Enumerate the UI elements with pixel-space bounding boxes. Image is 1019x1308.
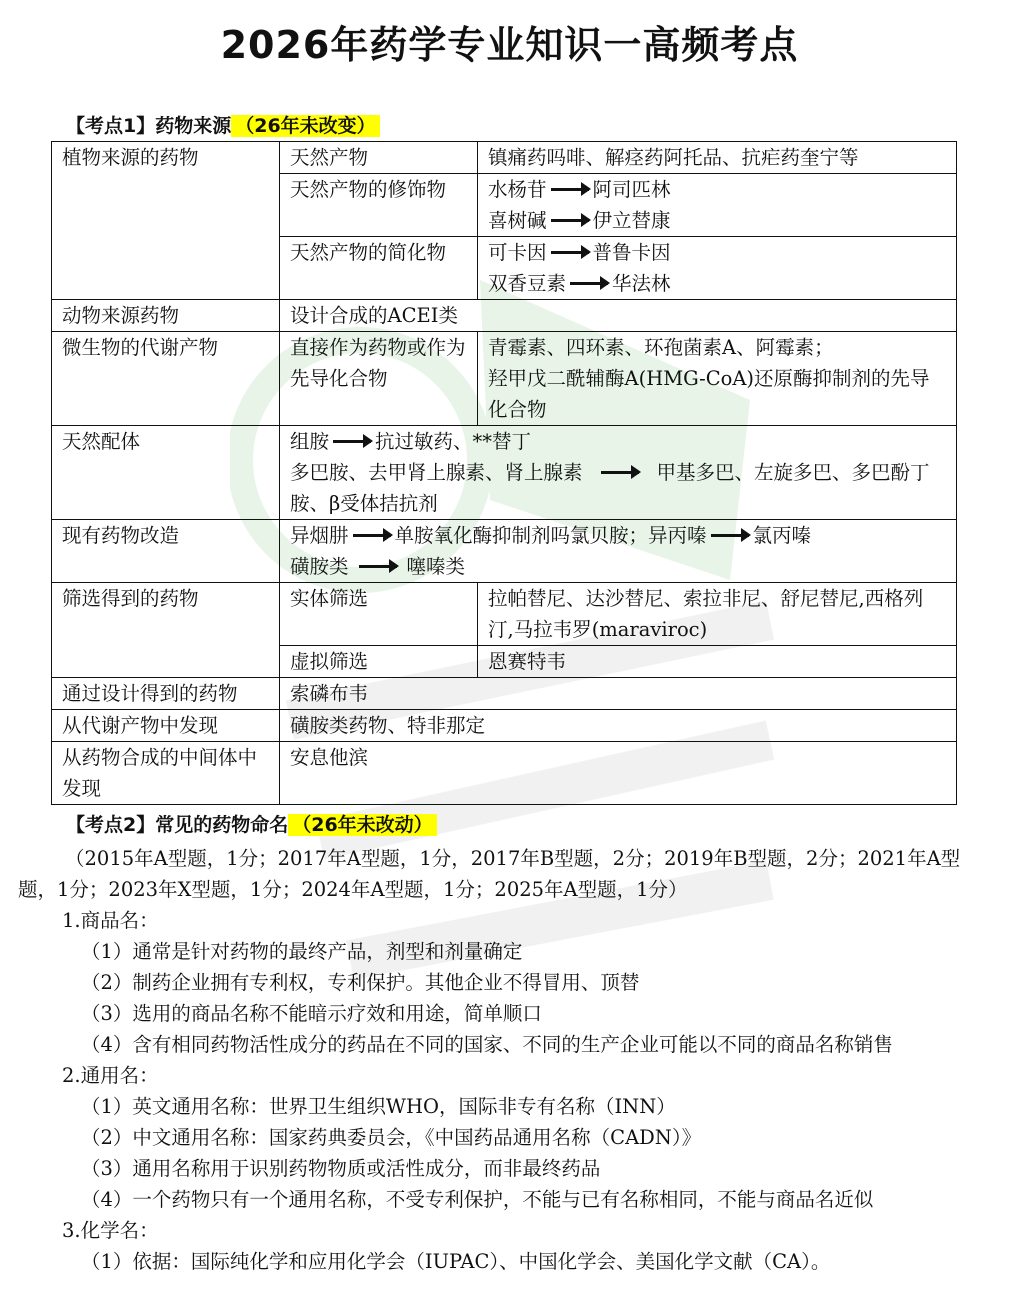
trade-name-heading: 1.商品名： — [62, 909, 159, 932]
category-cell: 天然配体 — [52, 426, 280, 520]
example-cell: 磺胺类药物、特非那定 — [280, 710, 957, 742]
section-1-note: （26年未改变） — [231, 115, 379, 137]
category-cell: 动物来源药物 — [52, 300, 280, 332]
arrow-right-icon — [551, 188, 589, 191]
arrow-right-icon — [551, 219, 589, 222]
arrow-right-icon — [333, 440, 371, 443]
example-cell: 水杨苷 阿司匹林 喜树碱 伊立替康 — [478, 174, 957, 237]
section-2-heading — [66, 811, 437, 839]
page-title: 2026年药学专业知识一高频考点 — [220, 23, 799, 67]
category-cell: 筛选得到的药物 — [52, 583, 280, 678]
table-row — [52, 300, 957, 332]
drug-source-table — [51, 141, 957, 805]
example-cell: 可卡因 普鲁卡因 双香豆素 华法林 — [478, 237, 957, 300]
list-item: （1）通常是针对药物的最终产品，剂型和剂量确定 — [81, 940, 523, 963]
section-1-label: 【考点1】药物来源 — [66, 115, 232, 137]
example-cell: 异烟肼 单胺氧化酶抑制剂吗氯贝胺；异丙嗪 氯丙嗪 磺胺类 噻嗪类 — [280, 520, 957, 583]
example-cell: 镇痛药吗啡、解痉药阿托品、抗疟药奎宁等 — [478, 142, 957, 174]
naming-content — [18, 843, 993, 1277]
table-row — [52, 332, 957, 426]
arrow-right-icon — [601, 471, 639, 474]
example-cell: 索磷布韦 — [280, 678, 957, 710]
generic-name-heading: 2.通用名： — [62, 1064, 159, 1087]
section-1-heading — [66, 112, 380, 140]
table-row — [52, 426, 957, 520]
category-cell: 现有药物改造 — [52, 520, 280, 583]
arrow-right-icon — [353, 534, 391, 537]
table-row — [52, 678, 957, 710]
exam-frequency-note: （2015年A型题，1分；2017年A型题，1分，2017年B型题，2分；2019年B型题，2分；2021年A型题，1分；2023年X型题，1分；2024年A型题，1分；2025年A型题，1分） — [18, 847, 961, 901]
arrow-right-icon — [359, 565, 397, 568]
subcategory-cell: 天然产物的修饰物 — [280, 174, 478, 237]
table-row — [52, 142, 957, 174]
subcategory-cell: 天然产物的简化物 — [280, 237, 478, 300]
list-item: （1）英文通用名称：世界卫生组织WHO，国际非专有名称（INN） — [81, 1095, 676, 1118]
subcategory-cell: 虚拟筛选 — [280, 646, 478, 678]
arrow-right-icon — [711, 534, 749, 537]
subcategory-cell: 天然产物 — [280, 142, 478, 174]
list-item: （4）含有相同药物活性成分的药品在不同的国家、不同的生产企业可能以不同的商品名称销售 — [81, 1033, 893, 1056]
subcategory-cell: 实体筛选 — [280, 583, 478, 646]
example-cell: 青霉素、四环素、环孢菌素A、阿霉素； 羟甲戊二酰辅酶A(HMG-CoA)还原酶抑制剂的先导化合物 — [478, 332, 957, 426]
example-cell: 恩赛特韦 — [478, 646, 957, 678]
list-item: （4）一个药物只有一个通用名称，不受专利保护，不能与已有名称相同，不能与商品名近似 — [81, 1188, 874, 1211]
table-row — [52, 520, 957, 583]
category-cell: 从药物合成的中间体中发现 — [52, 742, 280, 805]
table-row — [52, 583, 957, 646]
arrow-right-icon — [551, 251, 589, 254]
list-item: （1）依据：国际纯化学和应用化学会（IUPAC）、中国化学会、美国化学文献（CA）。 — [81, 1250, 831, 1273]
example-cell: 拉帕替尼、达沙替尼、索拉非尼、舒尼替尼,西格列汀,马拉韦罗(maraviroc) — [478, 583, 957, 646]
section-2-label: 【考点2】常见的药物命名 — [66, 814, 289, 836]
category-cell: 微生物的代谢产物 — [52, 332, 280, 426]
list-item: （2）制药企业拥有专利权，专利保护。其他企业不得冒用、顶替 — [81, 971, 640, 994]
category-cell: 通过设计得到的药物 — [52, 678, 280, 710]
section-2-note: （26年未改动） — [288, 814, 436, 836]
table-row — [52, 710, 957, 742]
table-row — [52, 742, 957, 805]
category-cell: 植物来源的药物 — [52, 142, 280, 300]
list-item: （3）通用名称用于识别药物物质或活性成分，而非最终药品 — [81, 1157, 601, 1180]
category-cell: 从代谢产物中发现 — [52, 710, 280, 742]
example-cell: 设计合成的ACEI类 — [280, 300, 957, 332]
list-item: （2）中文通用名称：国家药典委员会，《中国药品通用名称（CADN）》 — [81, 1126, 702, 1149]
list-item: （3）选用的商品名称不能暗示疗效和用途，简单顺口 — [81, 1002, 542, 1025]
arrow-right-icon — [570, 282, 608, 285]
example-cell: 组胺 抗过敏药、**替丁 多巴胺、去甲肾上腺素、肾上腺素 甲基多巴、左旋多巴、多巴酚丁胺、β受体拮抗剂 — [280, 426, 957, 520]
subcategory-cell: 直接作为药物或作为先导化合物 — [280, 332, 478, 426]
example-cell: 安息他滨 — [280, 742, 957, 805]
chemical-name-heading: 3.化学名： — [62, 1219, 159, 1242]
